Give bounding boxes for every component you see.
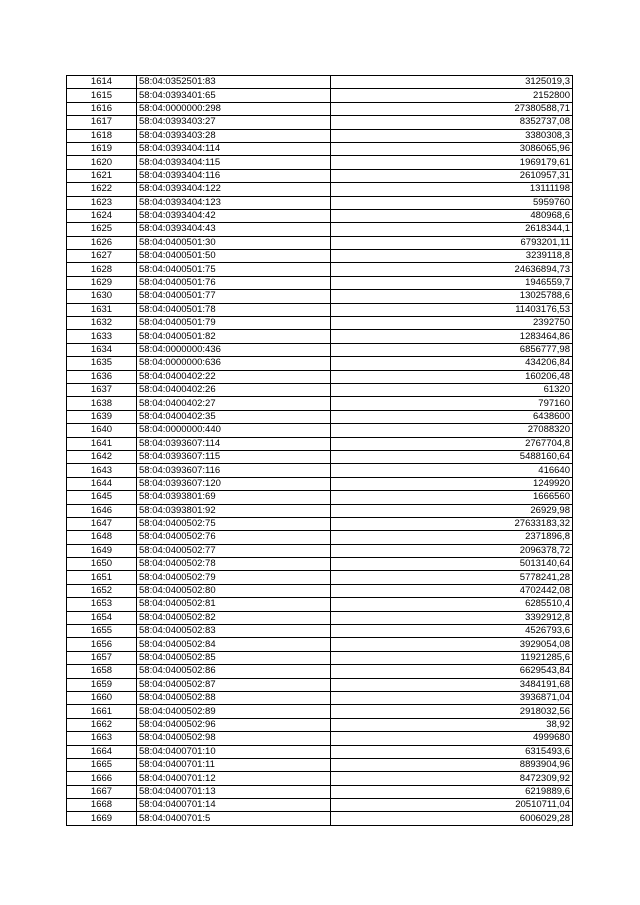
cadastral-number-cell: 58:04:0400501:30 bbox=[137, 236, 331, 249]
cadastral-number-cell: 58:04:0400502:83 bbox=[137, 625, 331, 638]
table-row bbox=[67, 263, 573, 276]
row-number-cell: 1624 bbox=[67, 209, 137, 222]
value-cell: 2767704,8 bbox=[331, 437, 573, 450]
table-row bbox=[67, 772, 573, 785]
value-cell: 38,92 bbox=[331, 718, 573, 731]
row-number-cell: 1647 bbox=[67, 517, 137, 530]
row-number-cell: 1627 bbox=[67, 250, 137, 263]
value-cell: 8352737,08 bbox=[331, 116, 573, 129]
cadastral-number-cell: 58:04:0393403:27 bbox=[137, 116, 331, 129]
table-row bbox=[67, 129, 573, 142]
value-cell: 11403176,53 bbox=[331, 303, 573, 316]
row-number-cell: 1665 bbox=[67, 758, 137, 771]
row-number-cell: 1622 bbox=[67, 183, 137, 196]
row-number-cell: 1650 bbox=[67, 558, 137, 571]
cadastral-number-cell: 58:04:0000000:636 bbox=[137, 357, 331, 370]
cadastral-number-cell: 58:04:0393607:114 bbox=[137, 437, 331, 450]
value-cell: 480968,6 bbox=[331, 209, 573, 222]
table-row bbox=[67, 102, 573, 115]
table-row bbox=[67, 517, 573, 530]
cadastral-number-cell: 58:04:0393403:28 bbox=[137, 129, 331, 142]
table-row bbox=[67, 504, 573, 517]
cadastral-number-cell: 58:04:0393404:123 bbox=[137, 196, 331, 209]
table-row bbox=[67, 116, 573, 129]
table-row bbox=[67, 598, 573, 611]
cadastral-number-cell: 58:04:0393801:69 bbox=[137, 491, 331, 504]
cadastral-number-cell: 58:04:0393404:42 bbox=[137, 209, 331, 222]
table-row bbox=[67, 424, 573, 437]
cadastral-number-cell: 58:04:0400701:5 bbox=[137, 812, 331, 825]
value-cell: 61320 bbox=[331, 383, 573, 396]
row-number-cell: 1632 bbox=[67, 317, 137, 330]
value-cell: 3484191,68 bbox=[331, 678, 573, 691]
row-number-cell: 1646 bbox=[67, 504, 137, 517]
value-cell: 5013140,64 bbox=[331, 558, 573, 571]
cadastral-number-cell: 58:04:0400502:78 bbox=[137, 558, 331, 571]
data-table bbox=[66, 75, 573, 826]
row-number-cell: 1655 bbox=[67, 625, 137, 638]
cadastral-number-cell: 58:04:0400501:76 bbox=[137, 276, 331, 289]
table-row bbox=[67, 290, 573, 303]
table-row bbox=[67, 558, 573, 571]
table-row bbox=[67, 745, 573, 758]
table-row bbox=[67, 370, 573, 383]
row-number-cell: 1666 bbox=[67, 772, 137, 785]
value-cell: 3125019,3 bbox=[331, 76, 573, 89]
row-number-cell: 1623 bbox=[67, 196, 137, 209]
value-cell: 3929054,08 bbox=[331, 638, 573, 651]
cadastral-number-cell: 58:04:0400502:80 bbox=[137, 584, 331, 597]
value-cell: 1283464,86 bbox=[331, 330, 573, 343]
value-cell: 6315493,6 bbox=[331, 745, 573, 758]
value-cell: 13025788,6 bbox=[331, 290, 573, 303]
row-number-cell: 1649 bbox=[67, 544, 137, 557]
value-cell: 4999680 bbox=[331, 732, 573, 745]
value-cell: 4702442,08 bbox=[331, 584, 573, 597]
cadastral-number-cell: 58:04:0400502:87 bbox=[137, 678, 331, 691]
cadastral-number-cell: 58:04:0393401:65 bbox=[137, 89, 331, 102]
table-row bbox=[67, 209, 573, 222]
row-number-cell: 1669 bbox=[67, 812, 137, 825]
table-row bbox=[67, 383, 573, 396]
cadastral-number-cell: 58:04:0393404:116 bbox=[137, 169, 331, 182]
value-cell: 6006029,28 bbox=[331, 812, 573, 825]
table-row bbox=[67, 718, 573, 731]
table-body bbox=[67, 76, 573, 826]
cadastral-number-cell: 58:04:0393607:116 bbox=[137, 464, 331, 477]
table-row bbox=[67, 397, 573, 410]
table-row bbox=[67, 638, 573, 651]
row-number-cell: 1654 bbox=[67, 611, 137, 624]
value-cell: 3086065,96 bbox=[331, 142, 573, 155]
cadastral-number-cell: 58:04:0393801:92 bbox=[137, 504, 331, 517]
row-number-cell: 1625 bbox=[67, 223, 137, 236]
value-cell: 6793201,11 bbox=[331, 236, 573, 249]
cadastral-number-cell: 58:04:0400502:86 bbox=[137, 665, 331, 678]
row-number-cell: 1656 bbox=[67, 638, 137, 651]
row-number-cell: 1631 bbox=[67, 303, 137, 316]
value-cell: 27088320 bbox=[331, 424, 573, 437]
row-number-cell: 1630 bbox=[67, 290, 137, 303]
row-number-cell: 1658 bbox=[67, 665, 137, 678]
cadastral-number-cell: 58:04:0400501:78 bbox=[137, 303, 331, 316]
table-row bbox=[67, 357, 573, 370]
value-cell: 13111198 bbox=[331, 183, 573, 196]
cadastral-number-cell: 58:04:0400502:81 bbox=[137, 598, 331, 611]
value-cell: 2096378,72 bbox=[331, 544, 573, 557]
cadastral-number-cell: 58:04:0400502:82 bbox=[137, 611, 331, 624]
table-row bbox=[67, 812, 573, 825]
row-number-cell: 1636 bbox=[67, 370, 137, 383]
table-row bbox=[67, 169, 573, 182]
cadastral-number-cell: 58:04:0000000:440 bbox=[137, 424, 331, 437]
value-cell: 3239118,8 bbox=[331, 250, 573, 263]
table-row bbox=[67, 531, 573, 544]
cadastral-number-cell: 58:04:0400402:35 bbox=[137, 410, 331, 423]
cadastral-number-cell: 58:04:0400502:79 bbox=[137, 571, 331, 584]
value-cell: 797160 bbox=[331, 397, 573, 410]
value-cell: 3392912,8 bbox=[331, 611, 573, 624]
table-row bbox=[67, 236, 573, 249]
table-row bbox=[67, 705, 573, 718]
table-row bbox=[67, 196, 573, 209]
value-cell: 26929,98 bbox=[331, 504, 573, 517]
table-row bbox=[67, 584, 573, 597]
value-cell: 6285510,4 bbox=[331, 598, 573, 611]
cadastral-number-cell: 58:04:0000000:298 bbox=[137, 102, 331, 115]
value-cell: 6438600 bbox=[331, 410, 573, 423]
table-row bbox=[67, 625, 573, 638]
table-row bbox=[67, 317, 573, 330]
cadastral-number-cell: 58:04:0400502:89 bbox=[137, 705, 331, 718]
cadastral-number-cell: 58:04:0400501:75 bbox=[137, 263, 331, 276]
table-row bbox=[67, 651, 573, 664]
cadastral-number-cell: 58:04:0400701:12 bbox=[137, 772, 331, 785]
value-cell: 2610957,31 bbox=[331, 169, 573, 182]
value-cell: 1666560 bbox=[331, 491, 573, 504]
cadastral-number-cell: 58:04:0400402:26 bbox=[137, 383, 331, 396]
value-cell: 2392750 bbox=[331, 317, 573, 330]
table-row bbox=[67, 691, 573, 704]
row-number-cell: 1660 bbox=[67, 691, 137, 704]
table-row bbox=[67, 223, 573, 236]
cadastral-number-cell: 58:04:0400501:79 bbox=[137, 317, 331, 330]
row-number-cell: 1619 bbox=[67, 142, 137, 155]
row-number-cell: 1648 bbox=[67, 531, 137, 544]
cadastral-number-cell: 58:04:0400701:10 bbox=[137, 745, 331, 758]
cadastral-number-cell: 58:04:0000000:436 bbox=[137, 343, 331, 356]
row-number-cell: 1668 bbox=[67, 799, 137, 812]
cadastral-number-cell: 58:04:0400502:75 bbox=[137, 517, 331, 530]
table-row bbox=[67, 156, 573, 169]
value-cell: 6856777,98 bbox=[331, 343, 573, 356]
value-cell: 5488160,64 bbox=[331, 450, 573, 463]
row-number-cell: 1659 bbox=[67, 678, 137, 691]
table-row bbox=[67, 758, 573, 771]
row-number-cell: 1635 bbox=[67, 357, 137, 370]
value-cell: 2618344,1 bbox=[331, 223, 573, 236]
table-row bbox=[67, 665, 573, 678]
cadastral-number-cell: 58:04:0393607:120 bbox=[137, 477, 331, 490]
row-number-cell: 1620 bbox=[67, 156, 137, 169]
table-row bbox=[67, 142, 573, 155]
row-number-cell: 1626 bbox=[67, 236, 137, 249]
row-number-cell: 1638 bbox=[67, 397, 137, 410]
value-cell: 434206,84 bbox=[331, 357, 573, 370]
table-row bbox=[67, 330, 573, 343]
table-row bbox=[67, 343, 573, 356]
row-number-cell: 1643 bbox=[67, 464, 137, 477]
row-number-cell: 1640 bbox=[67, 424, 137, 437]
table-row bbox=[67, 89, 573, 102]
cadastral-number-cell: 58:04:0393607:115 bbox=[137, 450, 331, 463]
table-row bbox=[67, 678, 573, 691]
value-cell: 3936871,04 bbox=[331, 691, 573, 704]
table-row bbox=[67, 76, 573, 89]
value-cell: 5959760 bbox=[331, 196, 573, 209]
value-cell: 1946559,7 bbox=[331, 276, 573, 289]
value-cell: 27633183,32 bbox=[331, 517, 573, 530]
value-cell: 4526793,6 bbox=[331, 625, 573, 638]
cadastral-number-cell: 58:04:0400701:14 bbox=[137, 799, 331, 812]
value-cell: 27380588,71 bbox=[331, 102, 573, 115]
row-number-cell: 1644 bbox=[67, 477, 137, 490]
value-cell: 20510711,04 bbox=[331, 799, 573, 812]
row-number-cell: 1637 bbox=[67, 383, 137, 396]
row-number-cell: 1616 bbox=[67, 102, 137, 115]
cadastral-number-cell: 58:04:0400502:76 bbox=[137, 531, 331, 544]
table-row bbox=[67, 611, 573, 624]
table-row bbox=[67, 303, 573, 316]
row-number-cell: 1629 bbox=[67, 276, 137, 289]
value-cell: 160206,48 bbox=[331, 370, 573, 383]
cadastral-number-cell: 58:04:0400502:77 bbox=[137, 544, 331, 557]
cadastral-number-cell: 58:04:0400502:88 bbox=[137, 691, 331, 704]
value-cell: 3380308,3 bbox=[331, 129, 573, 142]
cadastral-number-cell: 58:04:0400402:22 bbox=[137, 370, 331, 383]
table-row bbox=[67, 250, 573, 263]
row-number-cell: 1645 bbox=[67, 491, 137, 504]
row-number-cell: 1617 bbox=[67, 116, 137, 129]
cadastral-number-cell: 58:04:0393404:43 bbox=[137, 223, 331, 236]
value-cell: 1249920 bbox=[331, 477, 573, 490]
row-number-cell: 1618 bbox=[67, 129, 137, 142]
value-cell: 2918032,56 bbox=[331, 705, 573, 718]
cadastral-number-cell: 58:04:0400402:27 bbox=[137, 397, 331, 410]
row-number-cell: 1614 bbox=[67, 76, 137, 89]
table-row bbox=[67, 785, 573, 798]
cadastral-number-cell: 58:04:0400502:98 bbox=[137, 732, 331, 745]
row-number-cell: 1661 bbox=[67, 705, 137, 718]
cadastral-number-cell: 58:04:0400502:85 bbox=[137, 651, 331, 664]
row-number-cell: 1642 bbox=[67, 450, 137, 463]
table-row bbox=[67, 276, 573, 289]
cadastral-number-cell: 58:04:0393404:114 bbox=[137, 142, 331, 155]
table-row bbox=[67, 410, 573, 423]
table-row bbox=[67, 491, 573, 504]
value-cell: 11921285,6 bbox=[331, 651, 573, 664]
table-row bbox=[67, 437, 573, 450]
row-number-cell: 1633 bbox=[67, 330, 137, 343]
value-cell: 8893904,96 bbox=[331, 758, 573, 771]
table-row bbox=[67, 732, 573, 745]
table-row bbox=[67, 477, 573, 490]
cadastral-number-cell: 58:04:0400701:11 bbox=[137, 758, 331, 771]
row-number-cell: 1641 bbox=[67, 437, 137, 450]
table-row bbox=[67, 799, 573, 812]
row-number-cell: 1667 bbox=[67, 785, 137, 798]
table-row bbox=[67, 464, 573, 477]
row-number-cell: 1652 bbox=[67, 584, 137, 597]
cadastral-number-cell: 58:04:0400501:77 bbox=[137, 290, 331, 303]
value-cell: 6629543,84 bbox=[331, 665, 573, 678]
value-cell: 24636894,73 bbox=[331, 263, 573, 276]
row-number-cell: 1664 bbox=[67, 745, 137, 758]
row-number-cell: 1662 bbox=[67, 718, 137, 731]
cadastral-number-cell: 58:04:0393404:115 bbox=[137, 156, 331, 169]
row-number-cell: 1663 bbox=[67, 732, 137, 745]
cadastral-number-cell: 58:04:0400501:82 bbox=[137, 330, 331, 343]
table-row bbox=[67, 544, 573, 557]
row-number-cell: 1653 bbox=[67, 598, 137, 611]
row-number-cell: 1639 bbox=[67, 410, 137, 423]
row-number-cell: 1657 bbox=[67, 651, 137, 664]
cadastral-number-cell: 58:04:0393404:122 bbox=[137, 183, 331, 196]
value-cell: 6219889,6 bbox=[331, 785, 573, 798]
value-cell: 1969179,61 bbox=[331, 156, 573, 169]
row-number-cell: 1628 bbox=[67, 263, 137, 276]
value-cell: 416640 bbox=[331, 464, 573, 477]
value-cell: 8472309,92 bbox=[331, 772, 573, 785]
value-cell: 2371896,8 bbox=[331, 531, 573, 544]
row-number-cell: 1615 bbox=[67, 89, 137, 102]
cadastral-number-cell: 58:04:0400701:13 bbox=[137, 785, 331, 798]
table-row bbox=[67, 183, 573, 196]
value-cell: 5778241,28 bbox=[331, 571, 573, 584]
row-number-cell: 1621 bbox=[67, 169, 137, 182]
value-cell: 2152800 bbox=[331, 89, 573, 102]
cadastral-number-cell: 58:04:0400502:84 bbox=[137, 638, 331, 651]
row-number-cell: 1634 bbox=[67, 343, 137, 356]
table-row bbox=[67, 450, 573, 463]
table-row bbox=[67, 571, 573, 584]
row-number-cell: 1651 bbox=[67, 571, 137, 584]
cadastral-number-cell: 58:04:0400501:50 bbox=[137, 250, 331, 263]
cadastral-number-cell: 58:04:0400502:96 bbox=[137, 718, 331, 731]
cadastral-number-cell: 58:04:0352501:83 bbox=[137, 76, 331, 89]
